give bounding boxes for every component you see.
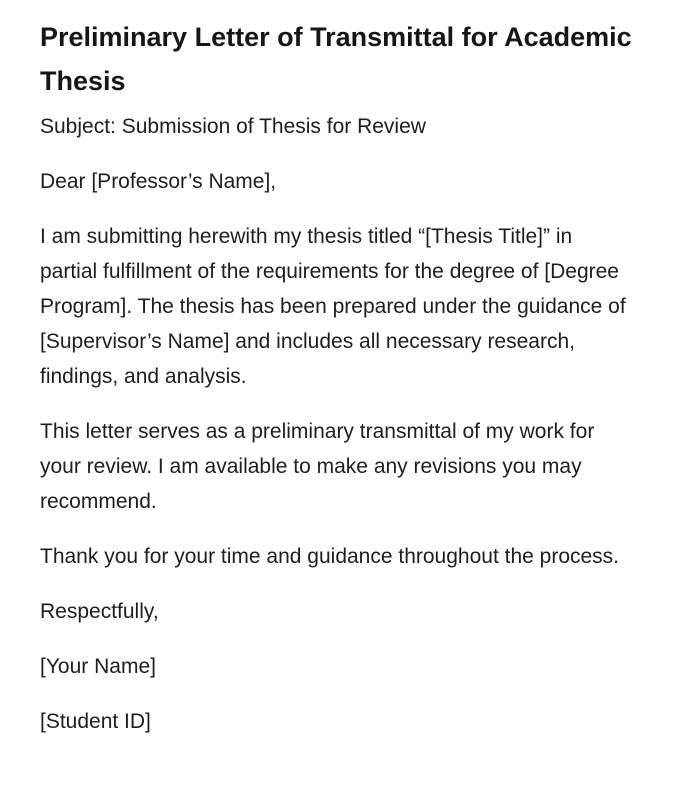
paragraph-line: your review. I am available to make any revisions you may bbox=[40, 455, 582, 478]
paragraph-line: partial fulfillment of the requirements for the degree of [Degree bbox=[40, 260, 619, 283]
paragraph-review bbox=[40, 414, 660, 519]
paragraph-line: recommend. bbox=[40, 490, 157, 513]
signature-id: [Student ID] bbox=[40, 710, 151, 733]
paragraph-line: Program]. The thesis has been prepared under the guidance of bbox=[40, 295, 626, 318]
closing: Respectfully, bbox=[40, 600, 159, 623]
paragraph-line: findings, and analysis. bbox=[40, 365, 247, 388]
document-title bbox=[40, 15, 660, 103]
paragraph-line: I am submitting herewith my thesis titled “[Thesis Title]” in bbox=[40, 225, 573, 248]
paragraph-line: This letter serves as a preliminary transmittal of my work for bbox=[40, 420, 595, 443]
signature-name: [Your Name] bbox=[40, 655, 156, 678]
paragraph-thanks bbox=[40, 539, 660, 574]
paragraph-line: [Supervisor’s Name] and includes all necessary research, bbox=[40, 330, 575, 353]
salutation: Dear [Professor’s Name], bbox=[40, 170, 277, 193]
paragraph-line: Thank you for your time and guidance throughout the process. bbox=[40, 545, 620, 568]
document-title-line-1: Preliminary Letter of Transmittal for Academic bbox=[40, 22, 632, 52]
document-title-line-2: Thesis bbox=[40, 66, 126, 96]
paragraph-submission bbox=[40, 219, 660, 394]
subject-line: Subject: Submission of Thesis for Review bbox=[40, 115, 426, 138]
